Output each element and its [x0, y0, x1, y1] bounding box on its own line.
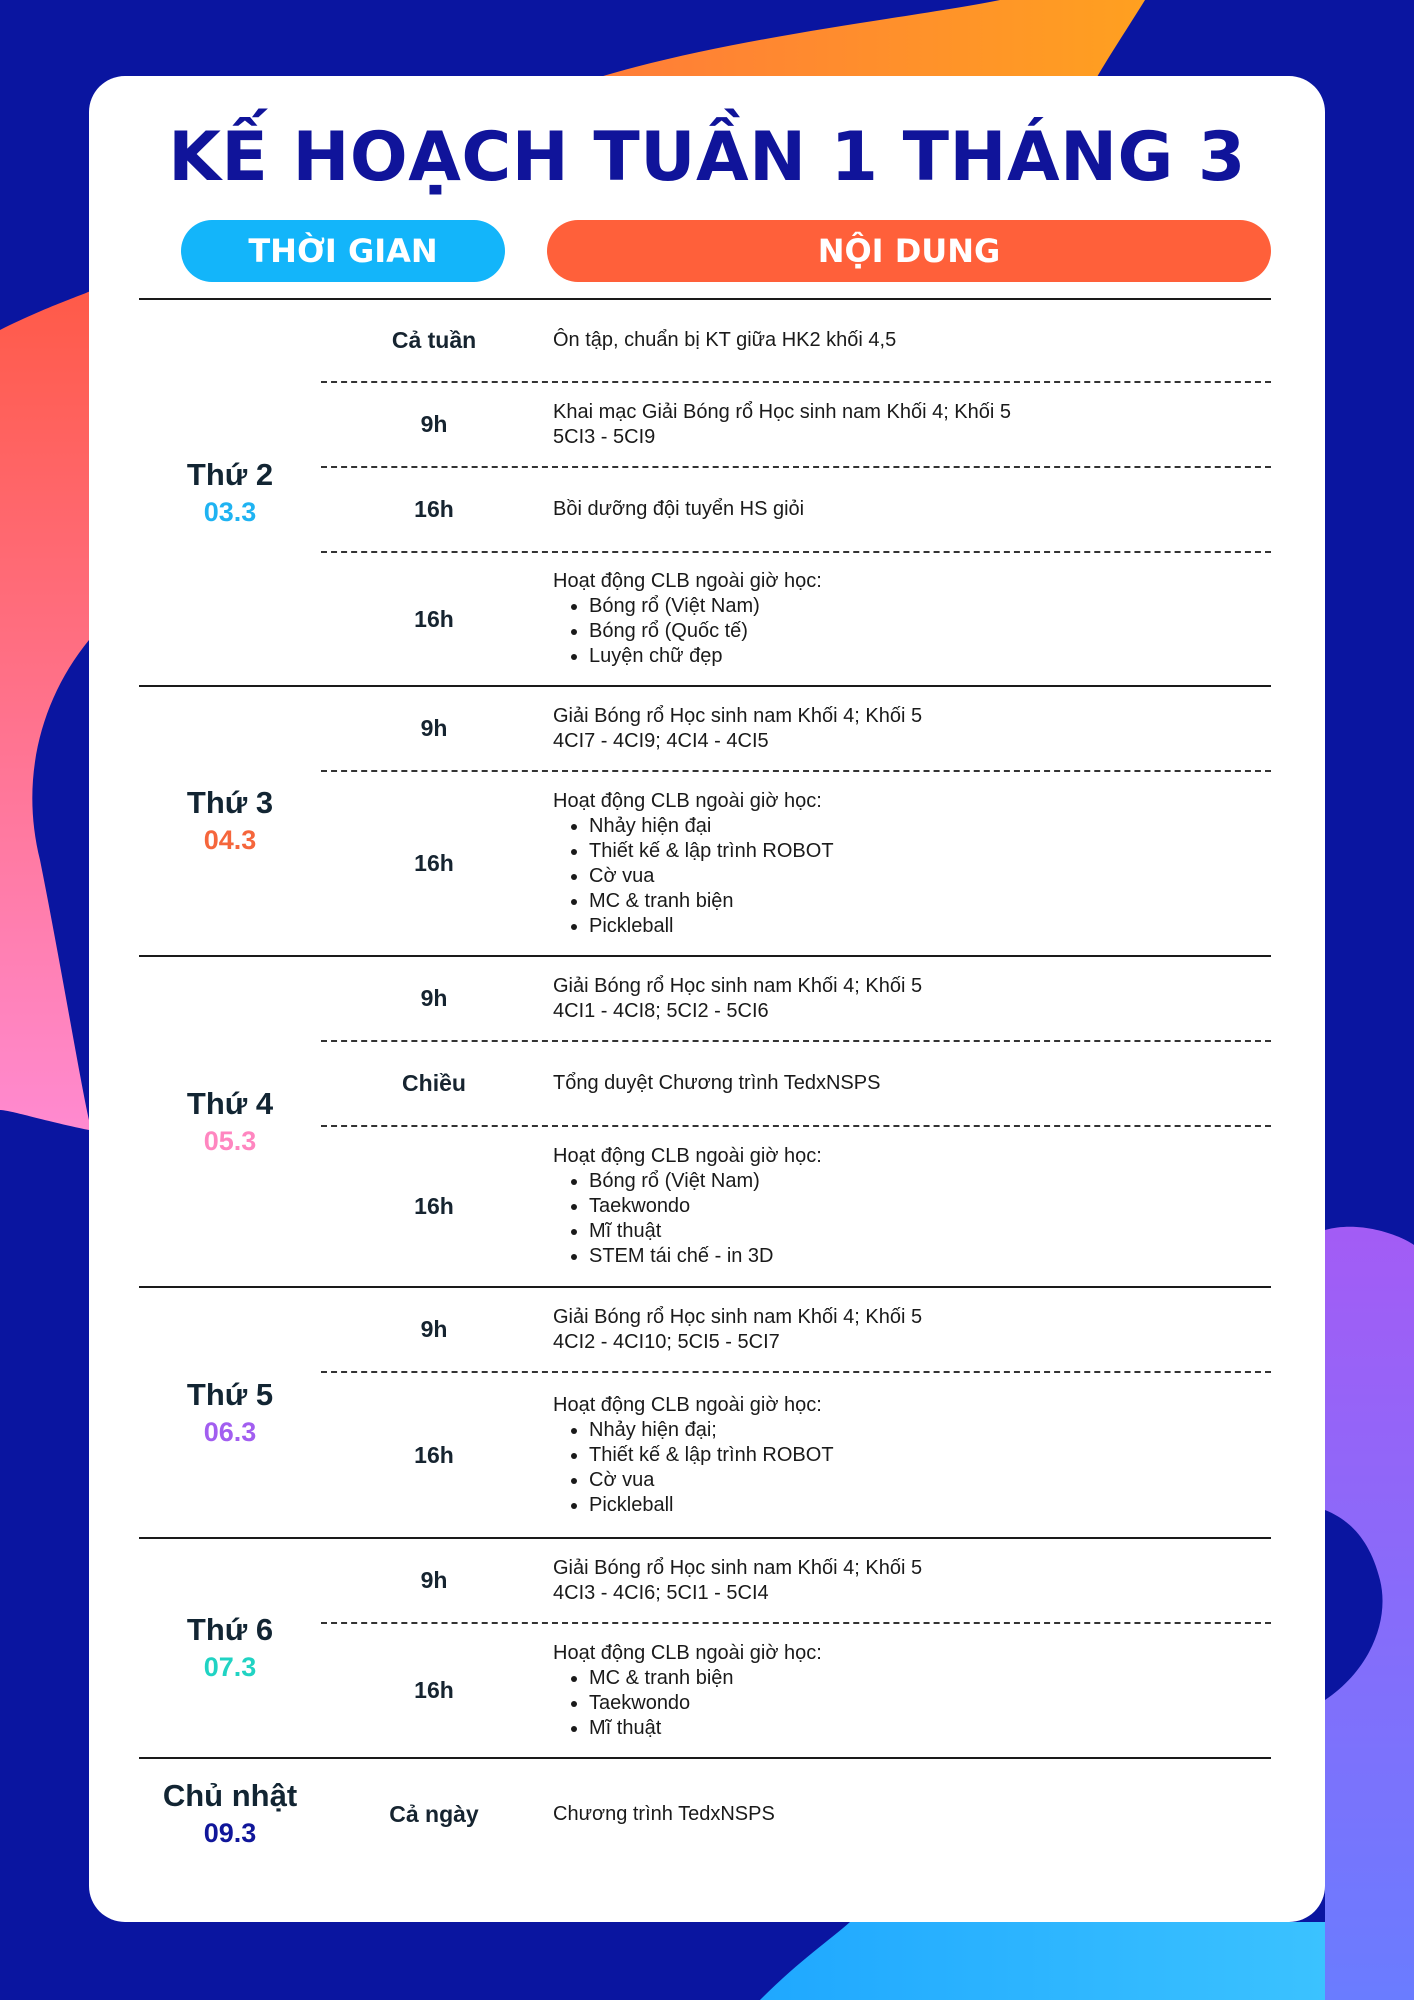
- day-date: 03.3: [203, 496, 257, 527]
- activity-item: • Pickleball: [589, 914, 1271, 939]
- activity-item: • Thiết kế & lập trình ROBOT: [589, 839, 1271, 864]
- day-block: [139, 298, 1271, 685]
- content-line: Giải Bóng rổ Học sinh nam Khối 4; Khối 5: [553, 1556, 923, 1579]
- content-line: Giải Bóng rổ Học sinh nam Khối 4; Khối 5: [553, 974, 923, 997]
- content-line: Hoạt động CLB ngoài giờ học:: [553, 1393, 822, 1416]
- day-name: Thứ 5: [186, 1376, 274, 1412]
- content-line: Tổng duyệt Chương trình TedxNSPS: [553, 1072, 881, 1094]
- schedule-row: [321, 770, 1271, 955]
- day-date: 06.3: [203, 1416, 257, 1447]
- time-cell: 16h: [414, 605, 454, 632]
- page-title: KẾ HOẠCH TUẦN 1 THÁNG 3: [168, 118, 1246, 197]
- content-line: 4CI1 - 4CI8; 5CI2 - 5CI6: [553, 999, 769, 1022]
- day-date: 04.3: [203, 825, 257, 855]
- day-block: [139, 1757, 1271, 1869]
- day-label: [139, 1288, 321, 1537]
- schedule-row: [321, 551, 1271, 685]
- schedule-row: [321, 1040, 1271, 1125]
- schedule-row: [321, 300, 1271, 381]
- schedule-row: [321, 1371, 1271, 1537]
- schedule-row: [321, 1759, 1271, 1869]
- content-line: Chương trình TedxNSPS: [553, 1802, 775, 1825]
- time-cell: Chiều: [402, 1070, 466, 1096]
- schedule-card: [89, 76, 1325, 1922]
- schedule-row: [321, 381, 1271, 466]
- activity-item: • MC & tranh biện: [589, 889, 1271, 914]
- time-cell: 9h: [420, 985, 448, 1011]
- content-line: Giải Bóng rổ Học sinh nam Khối 4; Khối 5: [553, 1305, 923, 1328]
- day-block: [139, 1286, 1271, 1537]
- day-name: Thứ 3: [186, 785, 274, 820]
- time-cell: 9h: [420, 1567, 448, 1593]
- activity-item: • Mĩ thuật: [589, 1716, 1271, 1741]
- content-cell: [547, 957, 1271, 1040]
- content-cell: [547, 687, 1271, 770]
- day-label: [139, 957, 321, 1286]
- time-cell: 16h: [414, 1193, 454, 1219]
- day-name: Thứ 6: [186, 1612, 274, 1647]
- activity-item: • Bóng rổ (Việt Nam): [589, 1169, 1271, 1194]
- activity-item: • Taekwondo: [589, 1691, 1271, 1716]
- activity-item: • Mĩ thuật: [589, 1219, 1271, 1244]
- day-block: [139, 955, 1271, 1286]
- day-rows: [321, 687, 1271, 955]
- day-label: [139, 1759, 321, 1869]
- activity-item: • Cờ vua: [589, 1468, 1271, 1493]
- time-cell: 16h: [414, 1677, 454, 1703]
- activity-item: • Nhảy hiện đại: [589, 814, 1271, 839]
- activity-item: • Thiết kế & lập trình ROBOT: [589, 1443, 1271, 1468]
- activity-item: • MC & tranh biện: [589, 1666, 1271, 1691]
- content-line: 4CI7 - 4CI9; 4CI4 - 4CI5: [553, 729, 769, 752]
- blue-shape: [760, 1922, 1325, 2000]
- time-cell: 9h: [420, 1316, 448, 1342]
- content-cell: [547, 383, 1271, 466]
- content-line: 5CI3 - 5CI9: [553, 425, 656, 448]
- day-rows: [321, 300, 1271, 685]
- schedule-row: [321, 687, 1271, 770]
- content-line: 4CI2 - 4CI10; 5CI5 - 5CI7: [553, 1330, 780, 1353]
- content-cell: [547, 1624, 1271, 1757]
- activity-list: [553, 814, 1271, 939]
- day-date: 05.3: [203, 1125, 257, 1156]
- content-line: 4CI3 - 4CI6; 5CI1 - 5CI4: [553, 1581, 769, 1604]
- activity-list: [553, 1418, 1271, 1518]
- day-name: Thứ 4: [186, 1085, 274, 1121]
- content-line: Hoạt động CLB ngoài giờ học:: [553, 789, 822, 812]
- schedule-row: [321, 466, 1271, 551]
- schedule-row: [321, 1539, 1271, 1622]
- activity-list: [553, 594, 1271, 669]
- content-line: Bồi dưỡng đội tuyển HS giỏi: [553, 498, 805, 520]
- content-cell: [547, 553, 1271, 685]
- content-cell: [547, 1373, 1271, 1537]
- time-cell: Cả ngày: [389, 1800, 479, 1827]
- day-label: [139, 687, 321, 955]
- activity-item: • Cờ vua: [589, 864, 1271, 889]
- day-label: [139, 1539, 321, 1757]
- content-line: Khai mạc Giải Bóng rổ Học sinh nam Khối 4; Khối 5: [553, 400, 1012, 423]
- content-cell: [547, 1539, 1271, 1622]
- content-cell: [547, 1759, 1271, 1869]
- day-rows: [321, 957, 1271, 1286]
- activity-item: • Taekwondo: [589, 1194, 1271, 1219]
- content-cell: [547, 1042, 1271, 1125]
- activity-item: • Bóng rổ (Quốc tế): [589, 619, 1271, 644]
- schedule-row: [321, 1288, 1271, 1371]
- day-rows: [321, 1288, 1271, 1537]
- content-cell: [547, 1127, 1271, 1286]
- content-cell: [547, 1288, 1271, 1371]
- content-cell: [547, 300, 1271, 381]
- content-line: Ôn tập, chuẩn bị KT giữa HK2 khối 4,5: [553, 329, 897, 351]
- content-line: Giải Bóng rổ Học sinh nam Khối 4; Khối 5: [553, 704, 923, 727]
- header-content: NỘI DUNG: [547, 220, 1271, 282]
- activity-item: • Pickleball: [589, 1493, 1271, 1518]
- day-block: [139, 1537, 1271, 1757]
- time-cell: 16h: [414, 496, 454, 522]
- activity-item: • Nhảy hiện đại;: [589, 1418, 1271, 1443]
- day-block: [139, 685, 1271, 955]
- activity-list: [553, 1169, 1271, 1269]
- activity-list: [553, 1666, 1271, 1741]
- schedule-row: [321, 1622, 1271, 1757]
- header-time: THỜI GIAN: [181, 220, 505, 282]
- day-rows: [321, 1759, 1271, 1869]
- time-cell: 9h: [420, 411, 448, 437]
- schedule-row: [321, 1125, 1271, 1286]
- content-cell: [547, 772, 1271, 955]
- time-cell: 16h: [414, 850, 454, 876]
- activity-item: • Bóng rổ (Việt Nam): [589, 594, 1271, 619]
- time-cell: 16h: [414, 1441, 454, 1468]
- day-date: 07.3: [203, 1652, 257, 1682]
- content-line: Hoạt động CLB ngoài giờ học:: [553, 1641, 822, 1664]
- activity-item: • Luyện chữ đẹp: [589, 644, 1271, 669]
- day-rows: [321, 1539, 1271, 1757]
- day-name: Chủ nhật: [162, 1778, 298, 1813]
- time-cell: 9h: [420, 715, 448, 741]
- content-line: Hoạt động CLB ngoài giờ học:: [553, 570, 822, 592]
- day-name: Thứ 2: [186, 456, 274, 492]
- content-line: Hoạt động CLB ngoài giờ học:: [553, 1145, 822, 1167]
- schedule-table: [139, 298, 1271, 1869]
- activity-item: • STEM tái chế - in 3D: [589, 1244, 1271, 1269]
- day-label: [139, 300, 321, 685]
- time-cell: Cả tuần: [391, 327, 477, 353]
- content-cell: [547, 468, 1271, 551]
- schedule-row: [321, 957, 1271, 1040]
- day-date: 09.3: [203, 1818, 257, 1848]
